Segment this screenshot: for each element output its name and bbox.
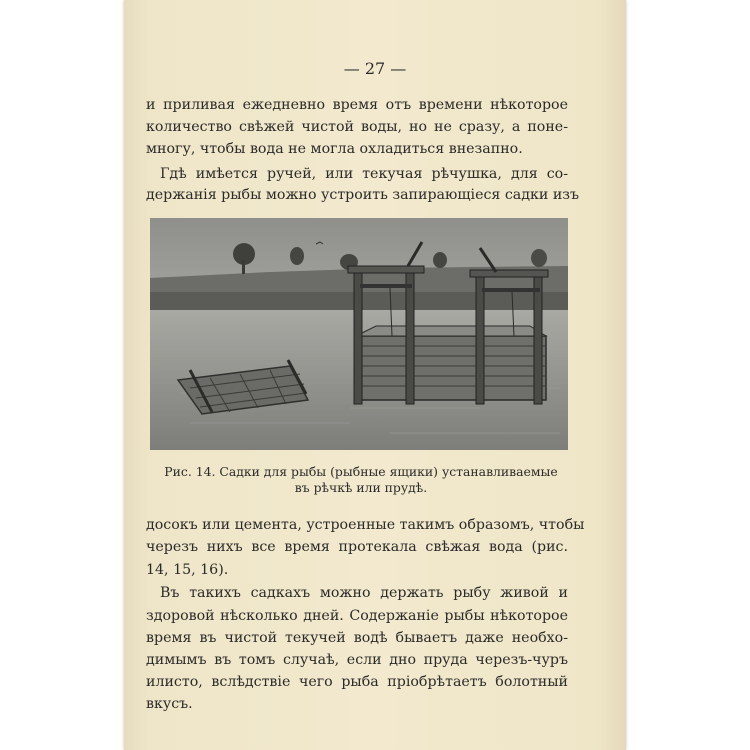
figure-illustration — [150, 218, 568, 450]
text-line: илисто, вслѣдствіе чего рыба пріобрѣтаетъ болотный — [146, 674, 568, 690]
text-line: черезъ нихъ все время протекала свѣжая вода (рис. — [146, 539, 568, 555]
text-line: количество свѣжей чистой воды, но не сразу, а поне- — [146, 119, 568, 135]
figure-caption: въ рѣчкѣ или прудѣ. — [294, 480, 428, 495]
text-line: Гдѣ имѣется ручей, или текучая рѣчушка, для со- — [160, 166, 568, 182]
text-line: 14, 15, 16). — [146, 562, 229, 578]
text-line: многу, чтобы вода не могла охладиться внезапно. — [146, 141, 523, 157]
fish-cage-engraving — [150, 218, 568, 450]
text-line: здоровой нѣсколько дней. Содержаніе рыбы нѣкоторое — [146, 608, 568, 624]
text-line: досокъ или цемента, устроенные такимъ образомъ, чтобы — [146, 517, 585, 533]
text-line: димымъ въ томъ случаѣ, если дно пруда черезъ-чуръ — [146, 652, 568, 668]
figure-caption: Рис. 14. Садки для рыбы (рыбные ящики) устанавливаемые — [164, 464, 558, 479]
text-line: Въ такихъ садкахъ можно держать рыбу живой и — [160, 585, 568, 601]
text-line: вкусъ. — [146, 696, 193, 712]
text-line: время въ чистой текучей водѣ бываетъ даже необхо- — [146, 630, 568, 646]
page-number: — 27 — — [343, 59, 407, 78]
text-line: держанія рыбы можно устроить запирающіеся садки изъ — [146, 187, 580, 203]
text-line: и приливая ежедневно время отъ времени нѣкоторое — [146, 97, 568, 113]
